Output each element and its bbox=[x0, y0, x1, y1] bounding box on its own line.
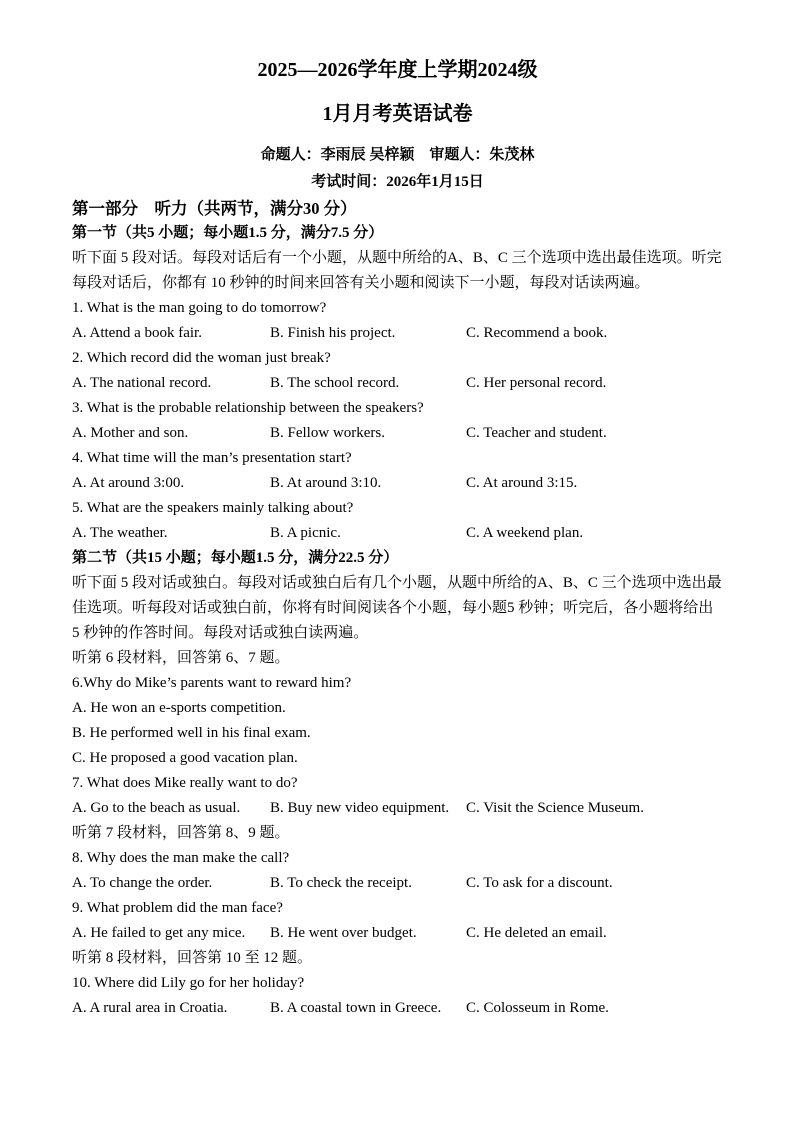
question-6 bbox=[72, 671, 723, 771]
question-5-stem: 5. What are the speakers mainly talking about? bbox=[72, 500, 354, 516]
question-8-option-c: C. To ask for a discount. bbox=[466, 875, 613, 891]
question-4-option-a: A. At around 3:00. bbox=[72, 475, 185, 491]
question-9-option-a: A. He failed to get any mice. bbox=[72, 925, 246, 941]
exam-title-line2: 1月月考英语试卷 bbox=[322, 103, 473, 125]
question-2-options bbox=[72, 371, 723, 396]
question-9-stem: 9. What problem did the man face? bbox=[72, 900, 283, 916]
question-6-option-c: C. He proposed a good vacation plan. bbox=[72, 750, 298, 766]
question-10-stem: 10. Where did Lily go for her holiday? bbox=[72, 975, 305, 991]
exam-time-line: 考试时间：2026年1月15日 bbox=[311, 174, 484, 190]
question-3 bbox=[72, 396, 723, 446]
question-7-stem: 7. What does Mike really want to do? bbox=[72, 775, 298, 791]
question-7-option-c: C. Visit the Science Museum. bbox=[466, 800, 644, 816]
question-10-option-b: B. A coastal town in Greece. bbox=[270, 1000, 442, 1016]
question-5-options bbox=[72, 521, 723, 546]
question-5-option-a: A. The weather. bbox=[72, 525, 168, 541]
question-6-option-b: B. He performed well in his final exam. bbox=[72, 725, 311, 741]
question-2 bbox=[72, 346, 723, 396]
question-6-stem: 6.Why do Mike’s parents want to reward him? bbox=[72, 675, 352, 691]
section1-heading: 第一节（共5 小题；每小题1.5 分，满分7.5 分） bbox=[72, 225, 384, 241]
part1-heading: 第一部分 听力（共两节，满分30 分） bbox=[72, 199, 357, 218]
question-1-option-b: B. Finish his project. bbox=[270, 325, 396, 341]
exam-title-line1: 2025—2026学年度上学期2024级 bbox=[257, 59, 538, 81]
question-3-options bbox=[72, 421, 723, 446]
question-7-option-b: B. Buy new video equipment. bbox=[270, 800, 450, 816]
question-2-option-a: A. The national record. bbox=[72, 375, 212, 391]
question-2-stem: 2. Which record did the woman just break? bbox=[72, 350, 331, 366]
question-2-option-c: C. Her personal record. bbox=[466, 375, 607, 391]
question-9-option-b: B. He went over budget. bbox=[270, 925, 417, 941]
question-4-option-c: C. At around 3:15. bbox=[466, 475, 578, 491]
question-10-options bbox=[72, 996, 723, 1021]
question-4-stem: 4. What time will the man’s presentation start? bbox=[72, 450, 352, 466]
question-8-option-b: B. To check the receipt. bbox=[270, 875, 412, 891]
question-9 bbox=[72, 896, 723, 946]
question-1 bbox=[72, 296, 723, 346]
question-3-option-b: B. Fellow workers. bbox=[270, 425, 385, 441]
section2-instructions: 听下面 5 段对话或独白。每段对话或独白后有几个小题，从题中所给的A、B、C 三个选项中选出最佳选项。听每段对话或独白前，你将有时间阅读各个小题，每小题5 秒钟；听完后，各小题将给出 5 秒钟的作答时间。每段对话或独白读两遍。 bbox=[72, 575, 722, 641]
question-4-option-b: B. At around 3:10. bbox=[270, 475, 382, 491]
question-5-option-b: B. A picnic. bbox=[270, 525, 341, 541]
question-10-option-c: C. Colosseum in Rome. bbox=[466, 1000, 609, 1016]
material-6-note: 听第 6 段材料，回答第 6、7 题。 bbox=[72, 650, 290, 666]
question-9-option-c: C. He deleted an email. bbox=[466, 925, 607, 941]
material-8-note: 听第 8 段材料，回答第 10 至 12 题。 bbox=[72, 950, 313, 966]
question-3-stem: 3. What is the probable relationship between the speakers? bbox=[72, 400, 424, 416]
section2-heading: 第二节（共15 小题；每小题1.5 分，满分22.5 分） bbox=[72, 550, 399, 566]
question-3-option-a: A. Mother and son. bbox=[72, 425, 189, 441]
question-10 bbox=[72, 971, 723, 1021]
question-1-stem: 1. What is the man going to do tomorrow? bbox=[72, 300, 327, 316]
question-5 bbox=[72, 496, 723, 546]
question-8-options bbox=[72, 871, 723, 896]
question-7-options bbox=[72, 796, 723, 821]
question-5-option-c: C. A weekend plan. bbox=[466, 525, 584, 541]
question-8-stem: 8. Why does the man make the call? bbox=[72, 850, 290, 866]
question-3-option-c: C. Teacher and student. bbox=[466, 425, 607, 441]
question-1-option-c: C. Recommend a book. bbox=[466, 325, 608, 341]
question-4-options bbox=[72, 471, 723, 496]
material-7-note: 听第 7 段材料，回答第 8、9 题。 bbox=[72, 825, 290, 841]
question-4 bbox=[72, 446, 723, 496]
question-7 bbox=[72, 771, 723, 821]
question-7-option-a: A. Go to the beach as usual. bbox=[72, 800, 241, 816]
question-1-option-a: A. Attend a book fair. bbox=[72, 325, 202, 341]
question-8-option-a: A. To change the order. bbox=[72, 875, 213, 891]
question-8 bbox=[72, 846, 723, 896]
exam-authors-line: 命题人：李雨辰 吴梓颖 审题人：朱茂林 bbox=[260, 147, 535, 163]
question-10-option-a: A. A rural area in Croatia. bbox=[72, 1000, 228, 1016]
question-2-option-b: B. The school record. bbox=[270, 375, 400, 391]
question-9-options bbox=[72, 921, 723, 946]
question-1-options bbox=[72, 321, 723, 346]
section1-instructions: 听下面 5 段对话。每段对话后有一个小题，从题中所给的A、B、C 三个选项中选出最佳选项。听完每段对话后，你都有 10 秒钟的时间来回答有关小题和阅读下一小题，每段对话读两遍。 bbox=[72, 250, 722, 291]
question-6-option-a: A. He won an e-sports competition. bbox=[72, 700, 286, 716]
